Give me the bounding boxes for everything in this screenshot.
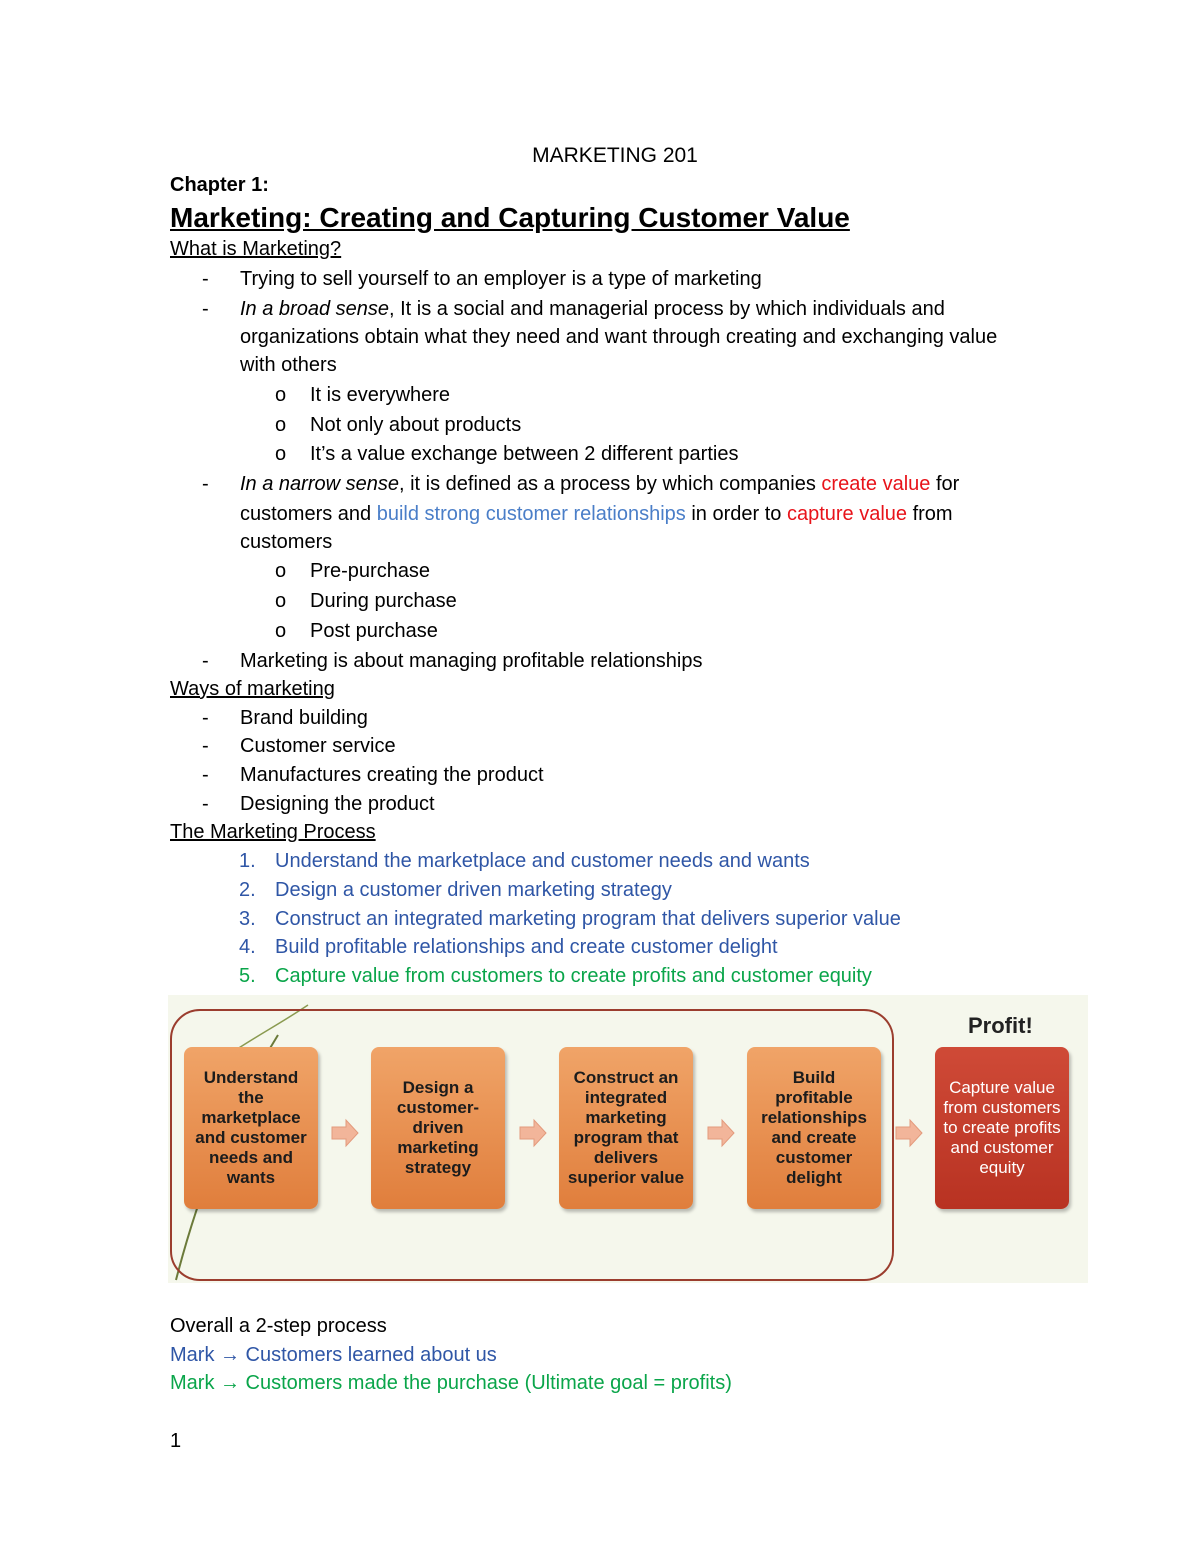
sub-bullet-text: Post purchase (310, 620, 438, 642)
bullet-text (240, 473, 959, 496)
bullet-text-part: customers and (240, 503, 377, 525)
list-number: 3. (239, 908, 256, 930)
arrow-right-icon: → (220, 1372, 240, 1394)
marketing-process-diagram (168, 995, 1088, 1283)
list-number: 5. (239, 965, 256, 987)
bullet-text: Designing the product (240, 793, 435, 815)
sub-bullet-marker: o (275, 590, 287, 612)
step-box-construct: Construct an integrated marketing program that delivers superior value (559, 1047, 693, 1209)
step-box-design: Design a customer-driven marketing strategy (371, 1047, 505, 1209)
bullet-dash: - (202, 298, 209, 320)
list-number: 2. (239, 879, 256, 901)
overall-step-part: Customers learned about us (240, 1344, 497, 1366)
bullet-dash: - (202, 268, 209, 290)
bullet-text: Customer service (240, 735, 396, 757)
profit-label: Profit! (968, 1013, 1033, 1038)
italic-phrase: In a broad sense (240, 298, 389, 320)
chapter-label: Chapter 1: (170, 174, 269, 196)
process-step: Construct an integrated marketing program that delivers superior value (275, 908, 901, 930)
bullet-text-part: in order to (685, 503, 787, 525)
step-box-capture: Capture value from customers to create profits and customer equity (935, 1047, 1069, 1209)
section-heading-ways-of-marketing: Ways of marketing (170, 678, 335, 700)
overall-step-part: Mark (170, 1344, 220, 1366)
bullet-text-continued: customers (240, 531, 333, 553)
section-heading-what-is-marketing: What is Marketing? (170, 238, 342, 260)
sub-bullet-marker: o (275, 384, 287, 406)
process-step: Build profitable relationships and create customer delight (275, 936, 778, 958)
bullet-dash: - (202, 735, 209, 757)
bullet-text (240, 298, 945, 321)
bullet-text-part: , it is defined as a process by which companies (398, 473, 822, 495)
process-step: Design a customer driven marketing strategy (275, 879, 672, 901)
overall-step-part: Mark (170, 1372, 220, 1394)
bullet-text: Marketing is about managing profitable relationships (240, 650, 703, 672)
sub-bullet-text: It is everywhere (310, 384, 451, 406)
page-number: 1 (170, 1430, 182, 1452)
bullet-text-continued (240, 503, 953, 526)
overall-heading: Overall a 2-step process (170, 1315, 387, 1337)
highlight-capture-value: capture value (786, 503, 908, 525)
sub-bullet-text: Not only about products (310, 414, 522, 436)
italic-phrase: In a narrow sense (240, 473, 399, 495)
overall-step-2 (170, 1372, 732, 1395)
highlight-build-relationships: build strong customer relationships (376, 503, 686, 525)
bullet-text-part: , It is a social and managerial process by which individuals and (389, 298, 945, 320)
bullet-dash: - (202, 473, 209, 495)
sub-bullet-text: It’s a value exchange between 2 different parties (310, 443, 739, 465)
sub-bullet-text: During purchase (310, 590, 457, 612)
sub-bullet-text: Pre-purchase (310, 560, 431, 582)
bullet-text: Manufactures creating the product (240, 764, 544, 786)
bullet-text-continued: with others (240, 354, 337, 376)
sub-bullet-marker: o (275, 414, 287, 436)
bullet-text-part: from (907, 503, 953, 525)
list-number: 1. (239, 850, 256, 872)
highlight-create-value: create value (821, 473, 931, 495)
step-box-understand: Understand the marketplace and customer needs and wants (184, 1047, 318, 1209)
process-step: Understand the marketplace and customer needs and wants (275, 850, 810, 872)
chapter-title: Marketing: Creating and Capturing Customer Value (170, 202, 850, 233)
bullet-text: Brand building (240, 707, 368, 729)
sub-bullet-marker: o (275, 560, 287, 582)
overall-step-1 (170, 1344, 497, 1367)
bullet-dash: - (202, 764, 209, 786)
bullet-dash: - (202, 793, 209, 815)
bullet-text-part: for (930, 473, 960, 495)
bullet-text-continued: organizations obtain what they need and want through creating and exchanging value (240, 326, 998, 348)
bullet-text: Trying to sell yourself to an employer is a type of marketing (240, 268, 762, 290)
bullet-dash: - (202, 707, 209, 729)
list-number: 4. (239, 936, 256, 958)
arrow-right-icon: → (220, 1344, 240, 1366)
bullet-dash: - (202, 650, 209, 672)
sub-bullet-marker: o (275, 443, 287, 465)
document-title: MARKETING 201 (532, 144, 698, 167)
step-box-build: Build profitable relationships and create customer delight (747, 1047, 881, 1209)
process-step: Capture value from customers to create profits and customer equity (275, 965, 872, 987)
sub-bullet-marker: o (275, 620, 287, 642)
overall-step-part: Customers made the purchase (Ultimate goal = profits) (240, 1372, 732, 1394)
section-heading-marketing-process: The Marketing Process (170, 821, 376, 843)
